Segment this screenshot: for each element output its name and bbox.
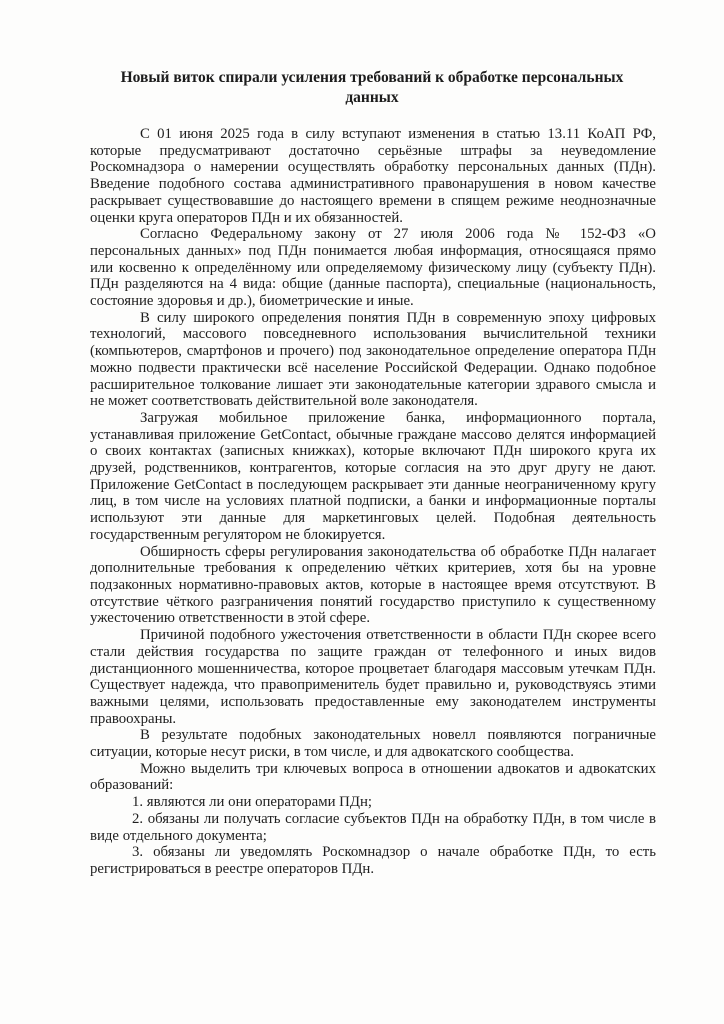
- paragraph-5: Обширность сферы регулирования законодательства об обработке ПДн налагает дополнительные требования к определению чётких критериев, хотя бы на уровне подзаконных нормативно-правовых актов, которые в настоящее время отсутствуют. В отсутствие чёткого разграничения понятий государство приступило к существенному ужесточению ответственности в этой сфере.: [90, 543, 656, 627]
- paragraph-2: Согласно Федеральному закону от 27 июля 2006 года № 152-ФЗ «О персональных данных» под ПДн понимается любая информация, относящаяся прямо или косвенно к определённому или определяемому физическому лицу (субъекту ПДн). ПДн разделяются на 4 вида: общие (данные паспорта), специальные (национальность, состояние здоровья и др.), биометрические и иные.: [90, 226, 656, 310]
- paragraph-4: Загружая мобильное приложение банка, информационного портала, устанавливая приложение GetContact, обычные граждане массово делятся информацией о своих контактах (записных книжках), которые включают ПДн широкого круга их друзей, родственников, контрагентов, которые согласия на это друг другу не дают. Приложение GetContact в последующем раскрывает эти данные неограниченному кругу лиц, в том числе на условиях платной подписки, а банки и информационные порталы используют эти данные для маркетинговых целей. Подобная деятельность государственным регулятором не блокируется.: [90, 409, 656, 543]
- document-body: [90, 126, 656, 878]
- paragraph-1: С 01 июня 2025 года в силу вступают изменения в статью 13.11 КоАП РФ, которые предусматривают достаточно серьёзные штрафы за неуведомление Роскомнадзора о намерении осуществлять обработку персональных данных (ПДн). Введение подобного состава административного правонарушения в новом качестве раскрывает существовавшие до настоящего времени в спящем режиме неоднозначные оценки круга операторов ПДн и их обязанностей.: [90, 126, 656, 226]
- paragraph-8: Можно выделить три ключевых вопроса в отношении адвокатов и адвокатских образований:: [90, 760, 656, 794]
- list-item-3: 3. обязаны ли уведомлять Роскомнадзор о начале обработке ПДн, то есть регистрироваться в реестре операторов ПДн.: [90, 844, 656, 877]
- paragraph-3: В силу широкого определения понятия ПДн в современную эпоху цифровых технологий, массового повседневного использования вычислительной техники (компьютеров, смартфонов и прочего) под законодательное определение оператора ПДн можно подвести практически всё население Российской Федерации. Однако подобное расширительное толкование лишает эти законодательные категории здравого смысла и не может соответствовать действительной воле законодателя.: [90, 309, 656, 410]
- paragraph-7: В результате подобных законодательных новелл появляются пограничные ситуации, которые несут риски, в том числе, и для адвокатского сообщества.: [90, 727, 656, 761]
- list-item-1: 1. являются ли они операторами ПДн;: [132, 794, 372, 811]
- list-item-2: 2. обязаны ли получать согласие субъектов ПДн на обработку ПДн, в том числе в виде отдельного документа;: [90, 810, 656, 844]
- document-title: Новый виток спирали усиления требований к обработке персональных данных: [120, 69, 624, 106]
- paragraph-6: Причиной подобного ужесточения ответственности в области ПДн скорее всего стали действия государства по защите граждан от телефонного и иных видов дистанционного мошенничества, которое процветает благодаря массовым утечкам ПДн. Существует надежда, что правоприменитель будет правильно и, руководствуясь этими важными целями, использовать предоставленные ему законодателем инструменты правоохраны.: [90, 627, 656, 727]
